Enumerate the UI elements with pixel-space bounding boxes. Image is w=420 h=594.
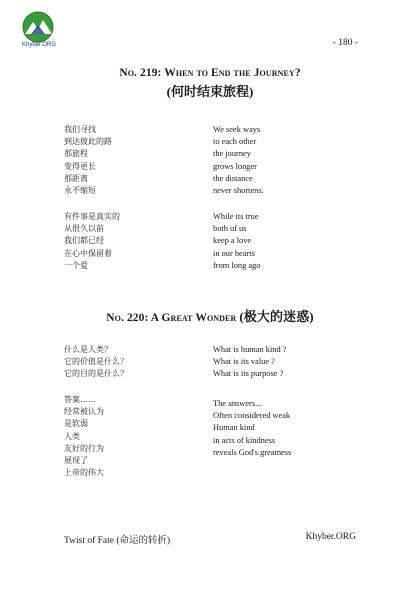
verse-line: reveals God's greatness bbox=[213, 447, 292, 457]
footer-site-name: Khyber.ORG bbox=[305, 532, 356, 542]
verse-line: 它的价值是什么？ bbox=[64, 357, 128, 367]
poem-220-title-line bbox=[0, 306, 420, 325]
logo-text: Khyber.ORG bbox=[21, 42, 56, 48]
poem-220-title bbox=[0, 306, 420, 325]
verse-line: 变得更长 bbox=[64, 161, 96, 171]
poem-219-title bbox=[0, 67, 420, 100]
verse-line: 那距离 bbox=[64, 173, 88, 183]
verse-line: What is human kind ? bbox=[213, 345, 287, 354]
verse-line: 友好的行为 bbox=[64, 443, 104, 453]
verse-line: 从很久以前 bbox=[64, 224, 104, 234]
verse-line: never shortens. bbox=[213, 186, 264, 196]
verse-line: 永不缩短 bbox=[64, 186, 96, 196]
footer-book-title: Twist of Fate (命运的转折) bbox=[64, 536, 171, 546]
poem-220-stanza-2-zh bbox=[64, 394, 104, 479]
verse-line: 展现了 bbox=[64, 456, 88, 466]
verse-line: 是软弱 bbox=[64, 419, 88, 429]
verse-line: 人类 bbox=[64, 431, 80, 441]
verse-line: 我们都已经 bbox=[64, 236, 104, 246]
verse-line: keep a love bbox=[213, 236, 252, 246]
verse-line: grows longer bbox=[213, 161, 257, 171]
verse-line: 答案…… bbox=[64, 395, 96, 404]
poem-220-stanza-1-zh bbox=[64, 344, 128, 381]
verse-line: 那旅程 bbox=[64, 149, 88, 159]
verse-line: What is its value ? bbox=[213, 357, 275, 367]
verse-line: Often considered weak bbox=[213, 411, 291, 421]
poem-219-stanza-1-en bbox=[213, 124, 264, 197]
verse-line: in acts of kindness bbox=[213, 435, 276, 445]
verse-line: Human kind bbox=[213, 423, 255, 433]
verse-line: 我们寻找 bbox=[64, 125, 96, 134]
verse-line: 有件事是真实的 bbox=[64, 212, 120, 221]
verse-line: 在心中保留着 bbox=[64, 248, 112, 258]
poem-219-stanza-1-zh bbox=[64, 124, 112, 197]
poem-220-stanza-1-en bbox=[213, 344, 287, 381]
verse-line: 经常被认为 bbox=[64, 407, 104, 417]
poem-220-title-zh: (极大的迷惑) bbox=[239, 309, 314, 324]
verse-line: 上帝的伟大 bbox=[64, 468, 104, 478]
verse-line: 到达彼此的路 bbox=[64, 137, 112, 147]
poem-219-stanza-2-zh bbox=[64, 211, 120, 272]
verse-line: 它的目的是什么？ bbox=[64, 369, 128, 379]
mountain-globe-icon bbox=[17, 10, 59, 44]
verse-line: the journey bbox=[213, 149, 251, 159]
verse-line: What is its purpose ? bbox=[213, 369, 284, 379]
poem-219-stanza-2-en bbox=[213, 211, 260, 272]
poem-220-title-en: No. 220: A Great Wonder bbox=[106, 312, 237, 324]
poem-219-title-zh: (何时结束旅程) bbox=[166, 84, 254, 99]
verse-line: We seek ways bbox=[213, 125, 261, 134]
poem-219-title-en: No. 219: When to End the Journey? bbox=[119, 67, 301, 79]
verse-line: 什么是人类？ bbox=[64, 345, 112, 354]
verse-line: from long ago bbox=[213, 260, 261, 270]
verse-line: The answers... bbox=[213, 399, 262, 408]
verse-line: to each other bbox=[213, 137, 257, 147]
verse-line: While its true bbox=[213, 212, 259, 221]
poem-220-stanza-2-en bbox=[213, 398, 291, 459]
verse-line: both of us bbox=[213, 224, 247, 234]
verse-line: in our hearts bbox=[213, 248, 255, 258]
page-number: - 180 - bbox=[332, 38, 358, 48]
verse-line: the distance bbox=[213, 173, 253, 183]
verse-line: 一个爱 bbox=[64, 260, 88, 270]
